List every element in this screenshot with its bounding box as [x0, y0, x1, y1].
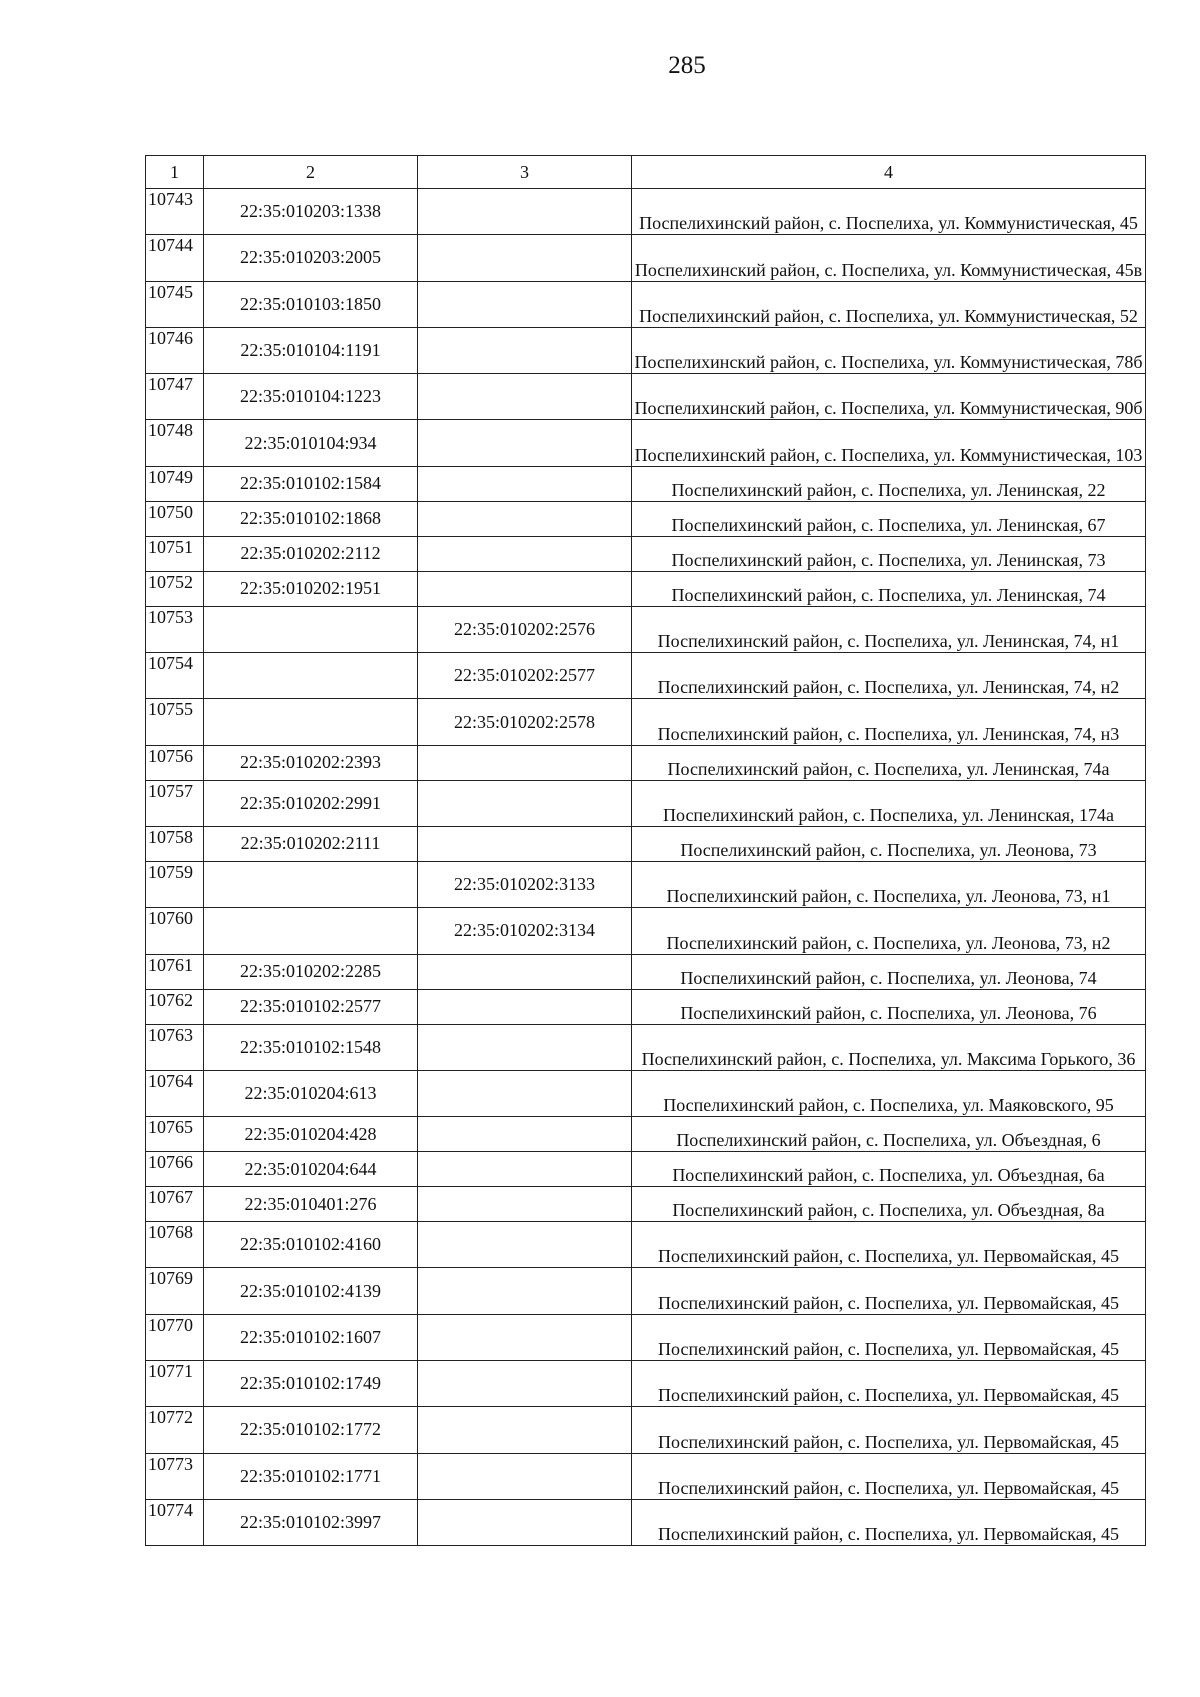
- address-cell: Поспелихинский район, с. Поспелиха, ул. Коммунистическая, 90б: [632, 374, 1146, 420]
- cadastral-number-cell: 22:35:010102:1772: [204, 1407, 418, 1453]
- row-number: 10774: [146, 1499, 204, 1545]
- address-cell: Поспелихинский район, с. Поспелиха, ул. Леонова, 73: [632, 826, 1146, 861]
- address-cell: Поспелихинский район, с. Поспелиха, ул. Ленинская, 73: [632, 536, 1146, 571]
- cadastral-number-cell: [204, 861, 418, 907]
- row-number: 10763: [146, 1024, 204, 1070]
- cadastral-number-cell: [418, 1407, 632, 1453]
- cadastral-number-cell: [204, 699, 418, 745]
- address-cell: Поспелихинский район, с. Поспелиха, ул. Первомайская, 45: [632, 1453, 1146, 1499]
- table-row: [146, 189, 1146, 235]
- cadastral-number-cell: [418, 1314, 632, 1360]
- cadastral-number-cell: [418, 1117, 632, 1152]
- address-cell: Поспелихинский район, с. Поспелиха, ул. Коммунистическая, 52: [632, 281, 1146, 327]
- column-header-3: 3: [418, 156, 632, 189]
- address-cell: Поспелихинский район, с. Поспелиха, ул. Ленинская, 74: [632, 571, 1146, 606]
- column-header-2: 2: [204, 156, 418, 189]
- address-cell: Поспелихинский район, с. Поспелиха, ул. Первомайская, 45: [632, 1268, 1146, 1314]
- table-row: [146, 1117, 1146, 1152]
- row-number: 10754: [146, 653, 204, 699]
- table-row: [146, 745, 1146, 780]
- cadastral-number-cell: 22:35:010202:2578: [418, 699, 632, 745]
- cadastral-number-cell: [418, 780, 632, 826]
- cadastral-number-cell: 22:35:010202:2576: [418, 606, 632, 652]
- table-row: [146, 374, 1146, 420]
- cadastral-number-cell: 22:35:010102:3997: [204, 1499, 418, 1545]
- table-row: [146, 826, 1146, 861]
- table-row: [146, 536, 1146, 571]
- address-cell: Поспелихинский район, с. Поспелиха, ул. Первомайская, 45: [632, 1499, 1146, 1545]
- table-row: [146, 501, 1146, 536]
- register-table: [145, 155, 1146, 1546]
- address-cell: Поспелихинский район, с. Поспелиха, ул. Коммунистическая, 103: [632, 420, 1146, 466]
- cadastral-number-cell: [418, 826, 632, 861]
- row-number: 10751: [146, 536, 204, 571]
- row-number: 10769: [146, 1268, 204, 1314]
- table-row: [146, 606, 1146, 652]
- cadastral-number-cell: [418, 420, 632, 466]
- row-number: 10766: [146, 1152, 204, 1187]
- cadastral-number-cell: [418, 1152, 632, 1187]
- cadastral-number-cell: [418, 1187, 632, 1222]
- cadastral-number-cell: [418, 235, 632, 281]
- row-number: 10749: [146, 466, 204, 501]
- cadastral-number-cell: 22:35:010104:934: [204, 420, 418, 466]
- cadastral-number-cell: [418, 501, 632, 536]
- address-cell: Поспелихинский район, с. Поспелиха, ул. Маяковского, 95: [632, 1070, 1146, 1116]
- row-number: 10750: [146, 501, 204, 536]
- cadastral-number-cell: 22:35:010102:1607: [204, 1314, 418, 1360]
- cadastral-number-cell: 22:35:010203:1338: [204, 189, 418, 235]
- cadastral-number-cell: 22:35:010202:2393: [204, 745, 418, 780]
- cadastral-number-cell: [418, 466, 632, 501]
- row-number: 10745: [146, 281, 204, 327]
- cadastral-number-cell: 22:35:010204:428: [204, 1117, 418, 1152]
- cadastral-number-cell: [418, 189, 632, 235]
- cadastral-number-cell: 22:35:010102:1749: [204, 1361, 418, 1407]
- address-cell: Поспелихинский район, с. Поспелиха, ул. Объездная, 6: [632, 1117, 1146, 1152]
- address-cell: Поспелихинский район, с. Поспелиха, ул. Коммунистическая, 45: [632, 189, 1146, 235]
- cadastral-number-cell: 22:35:010102:1548: [204, 1024, 418, 1070]
- address-cell: Поспелихинский район, с. Поспелиха, ул. Леонова, 74: [632, 954, 1146, 989]
- address-cell: Поспелихинский район, с. Поспелиха, ул. Первомайская, 45: [632, 1407, 1146, 1453]
- table-row: [146, 699, 1146, 745]
- cadastral-number-cell: [204, 653, 418, 699]
- row-number: 10771: [146, 1361, 204, 1407]
- row-number: 10759: [146, 861, 204, 907]
- cadastral-number-cell: [418, 954, 632, 989]
- address-cell: Поспелихинский район, с. Поспелиха, ул. Объездная, 6а: [632, 1152, 1146, 1187]
- address-cell: Поспелихинский район, с. Поспелиха, ул. Ленинская, 67: [632, 501, 1146, 536]
- cadastral-number-cell: [418, 989, 632, 1024]
- table-row: [146, 1314, 1146, 1360]
- page-number: 285: [668, 52, 706, 79]
- cadastral-number-cell: 22:35:010202:2991: [204, 780, 418, 826]
- table-row: [146, 908, 1146, 954]
- row-number: 10752: [146, 571, 204, 606]
- cadastral-number-cell: 22:35:010202:1951: [204, 571, 418, 606]
- address-cell: Поспелихинский район, с. Поспелиха, ул. Ленинская, 74а: [632, 745, 1146, 780]
- table-row: [146, 954, 1146, 989]
- row-number: 10744: [146, 235, 204, 281]
- table-row: [146, 571, 1146, 606]
- cadastral-number-cell: 22:35:010202:2112: [204, 536, 418, 571]
- row-number: 10743: [146, 189, 204, 235]
- table-header: [146, 156, 1146, 189]
- cadastral-number-cell: 22:35:010104:1223: [204, 374, 418, 420]
- cadastral-number-cell: [418, 536, 632, 571]
- cadastral-number-cell: 22:35:010102:1584: [204, 466, 418, 501]
- table-row: [146, 1070, 1146, 1116]
- address-cell: Поспелихинский район, с. Поспелиха, ул. Леонова, 73, н2: [632, 908, 1146, 954]
- cadastral-number-cell: [418, 571, 632, 606]
- table-row: [146, 1268, 1146, 1314]
- cadastral-number-cell: [418, 1453, 632, 1499]
- cadastral-number-cell: 22:35:010102:1868: [204, 501, 418, 536]
- table-body: [146, 189, 1146, 1546]
- cadastral-number-cell: 22:35:010203:2005: [204, 235, 418, 281]
- table-row: [146, 1152, 1146, 1187]
- row-number: 10772: [146, 1407, 204, 1453]
- row-number: 10747: [146, 374, 204, 420]
- table-row: [146, 466, 1146, 501]
- table-row: [146, 1024, 1146, 1070]
- cadastral-number-cell: 22:35:010401:276: [204, 1187, 418, 1222]
- cadastral-number-cell: 22:35:010202:2285: [204, 954, 418, 989]
- cadastral-number-cell: [418, 1070, 632, 1116]
- cadastral-number-cell: [418, 1499, 632, 1545]
- row-number: 10753: [146, 606, 204, 652]
- table-row: [146, 1407, 1146, 1453]
- address-cell: Поспелихинский район, с. Поспелиха, ул. Первомайская, 45: [632, 1314, 1146, 1360]
- cadastral-number-cell: 22:35:010202:2577: [418, 653, 632, 699]
- row-number: 10758: [146, 826, 204, 861]
- address-cell: Поспелихинский район, с. Поспелиха, ул. Ленинская, 74, н1: [632, 606, 1146, 652]
- table-row: [146, 1361, 1146, 1407]
- address-cell: Поспелихинский район, с. Поспелиха, ул. Коммунистическая, 45в: [632, 235, 1146, 281]
- cadastral-number-cell: [418, 327, 632, 373]
- row-number: 10755: [146, 699, 204, 745]
- cadastral-number-cell: 22:35:010202:2111: [204, 826, 418, 861]
- cadastral-number-cell: [418, 1361, 632, 1407]
- cadastral-number-cell: 22:35:010202:3134: [418, 908, 632, 954]
- row-number: 10764: [146, 1070, 204, 1116]
- table-row: [146, 420, 1146, 466]
- address-cell: Поспелихинский район, с. Поспелиха, ул. Коммунистическая, 78б: [632, 327, 1146, 373]
- row-number: 10760: [146, 908, 204, 954]
- table-row: [146, 281, 1146, 327]
- cadastral-number-cell: 22:35:010204:613: [204, 1070, 418, 1116]
- row-number: 10762: [146, 989, 204, 1024]
- address-cell: Поспелихинский район, с. Поспелиха, ул. Объездная, 8а: [632, 1187, 1146, 1222]
- row-number: 10768: [146, 1222, 204, 1268]
- address-cell: Поспелихинский район, с. Поспелиха, ул. Первомайская, 45: [632, 1222, 1146, 1268]
- row-number: 10767: [146, 1187, 204, 1222]
- cadastral-number-cell: 22:35:010102:2577: [204, 989, 418, 1024]
- table-row: [146, 1187, 1146, 1222]
- cadastral-number-cell: 22:35:010103:1850: [204, 281, 418, 327]
- row-number: 10765: [146, 1117, 204, 1152]
- cadastral-number-cell: [418, 745, 632, 780]
- cadastral-number-cell: [418, 281, 632, 327]
- table-row: [146, 989, 1146, 1024]
- table-row: [146, 1453, 1146, 1499]
- address-cell: Поспелихинский район, с. Поспелиха, ул. Ленинская, 74, н2: [632, 653, 1146, 699]
- address-cell: Поспелихинский район, с. Поспелиха, ул. Леонова, 76: [632, 989, 1146, 1024]
- address-cell: Поспелихинский район, с. Поспелиха, ул. Максима Горького, 36: [632, 1024, 1146, 1070]
- address-cell: Поспелихинский район, с. Поспелиха, ул. Ленинская, 174а: [632, 780, 1146, 826]
- cadastral-number-cell: 22:35:010202:3133: [418, 861, 632, 907]
- table-row: [146, 653, 1146, 699]
- cadastral-number-cell: 22:35:010104:1191: [204, 327, 418, 373]
- table-row: [146, 327, 1146, 373]
- address-cell: Поспелихинский район, с. Поспелиха, ул. Ленинская, 74, н3: [632, 699, 1146, 745]
- cadastral-number-cell: [204, 908, 418, 954]
- address-cell: Поспелихинский район, с. Поспелиха, ул. Ленинская, 22: [632, 466, 1146, 501]
- table-row: [146, 861, 1146, 907]
- column-header-4: 4: [632, 156, 1146, 189]
- table-row: [146, 1499, 1146, 1545]
- table-row: [146, 1222, 1146, 1268]
- cadastral-number-cell: [418, 1222, 632, 1268]
- row-number: 10756: [146, 745, 204, 780]
- cadastral-number-cell: [418, 374, 632, 420]
- cadastral-number-cell: 22:35:010102:4139: [204, 1268, 418, 1314]
- cadastral-number-cell: [418, 1268, 632, 1314]
- column-header-1: 1: [146, 156, 204, 189]
- cadastral-number-cell: [204, 606, 418, 652]
- table-row: [146, 780, 1146, 826]
- cadastral-number-cell: 22:35:010204:644: [204, 1152, 418, 1187]
- cadastral-number-cell: [418, 1024, 632, 1070]
- row-number: 10773: [146, 1453, 204, 1499]
- row-number: 10761: [146, 954, 204, 989]
- table-row: [146, 235, 1146, 281]
- address-cell: Поспелихинский район, с. Поспелиха, ул. Первомайская, 45: [632, 1361, 1146, 1407]
- cadastral-number-cell: 22:35:010102:1771: [204, 1453, 418, 1499]
- cadastral-number-cell: 22:35:010102:4160: [204, 1222, 418, 1268]
- row-number: 10770: [146, 1314, 204, 1360]
- row-number: 10748: [146, 420, 204, 466]
- address-cell: Поспелихинский район, с. Поспелиха, ул. Леонова, 73, н1: [632, 861, 1146, 907]
- row-number: 10746: [146, 327, 204, 373]
- row-number: 10757: [146, 780, 204, 826]
